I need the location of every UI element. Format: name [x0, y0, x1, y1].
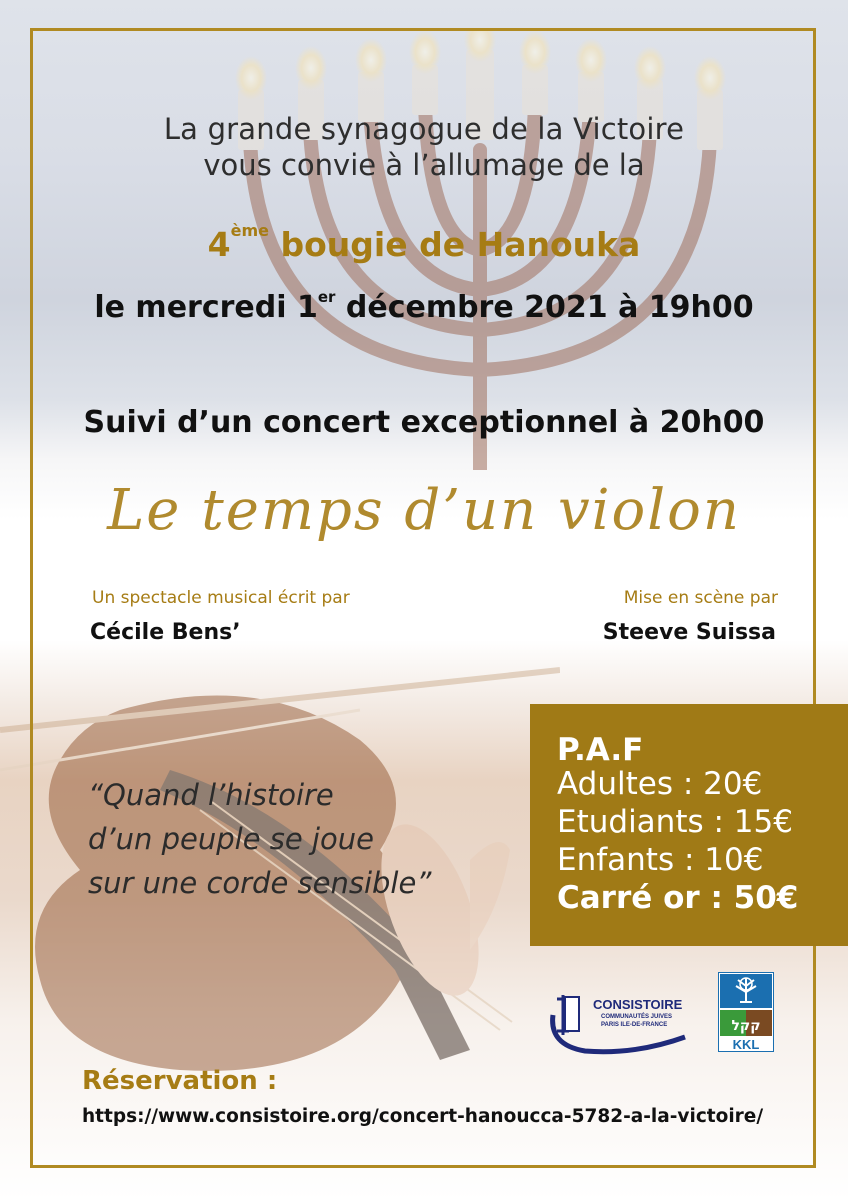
- quote-line-1: “Quand l’histoire: [88, 778, 334, 812]
- price-children: Enfants : 10€: [557, 842, 764, 878]
- director-name: Steeve Suissa: [602, 620, 776, 645]
- event-ordinal-suffix: ème: [230, 221, 269, 240]
- kkl-logo: [718, 972, 774, 1052]
- show-title: Le temps d’un violon: [107, 478, 741, 543]
- quote-line-3: sur une corde sensible”: [88, 866, 432, 900]
- price-box: [530, 704, 848, 946]
- reservation-link[interactable]: https://www.consistoire.org/concert-hanoucca-5782-a-la-victoire/: [82, 1106, 764, 1127]
- event-title-rest: bougie de Hanouka: [269, 225, 641, 264]
- consistoire-name: CONSISTOIRE: [593, 997, 683, 1012]
- kkl-hebrew: קקל: [731, 1018, 761, 1034]
- author-label: Un spectacle musical écrit par: [92, 588, 350, 608]
- event-date-suffix: er: [317, 288, 336, 306]
- director-label: Mise en scène par: [623, 588, 778, 608]
- kkl-name: KKL: [732, 1037, 760, 1052]
- consistoire-sub-1: COMMUNAUTÉS JUIVES: [601, 1014, 673, 1020]
- reservation-label: Réservation :: [82, 1066, 278, 1096]
- quote-line-2: d’un peuple se joue: [88, 822, 374, 856]
- price-adults: Adultes : 20€: [557, 766, 763, 802]
- price-heading: P.A.F: [557, 732, 644, 768]
- invitation-line-1: La grande synagogue de la Victoire: [163, 112, 685, 146]
- event-date: [0, 290, 848, 325]
- consistoire-logo: [545, 985, 695, 1055]
- price-gold-square: Carré or : 50€: [557, 880, 799, 916]
- event-date-prefix: le mercredi 1: [94, 290, 318, 325]
- event-title: [0, 221, 848, 264]
- concert-line: Suivi d’un concert exceptionnel à 20h00: [83, 405, 765, 440]
- consistoire-sub-2: PARIS ILE-DE-FRANCE: [601, 1022, 668, 1028]
- price-students: Etudiants : 15€: [557, 804, 793, 840]
- invitation-line-2: vous convie à l’allumage de la: [203, 148, 645, 182]
- author-name: Cécile Bens’: [90, 620, 241, 645]
- event-ordinal-number: 4: [207, 225, 231, 264]
- event-date-rest: décembre 2021 à 19h00: [335, 290, 754, 325]
